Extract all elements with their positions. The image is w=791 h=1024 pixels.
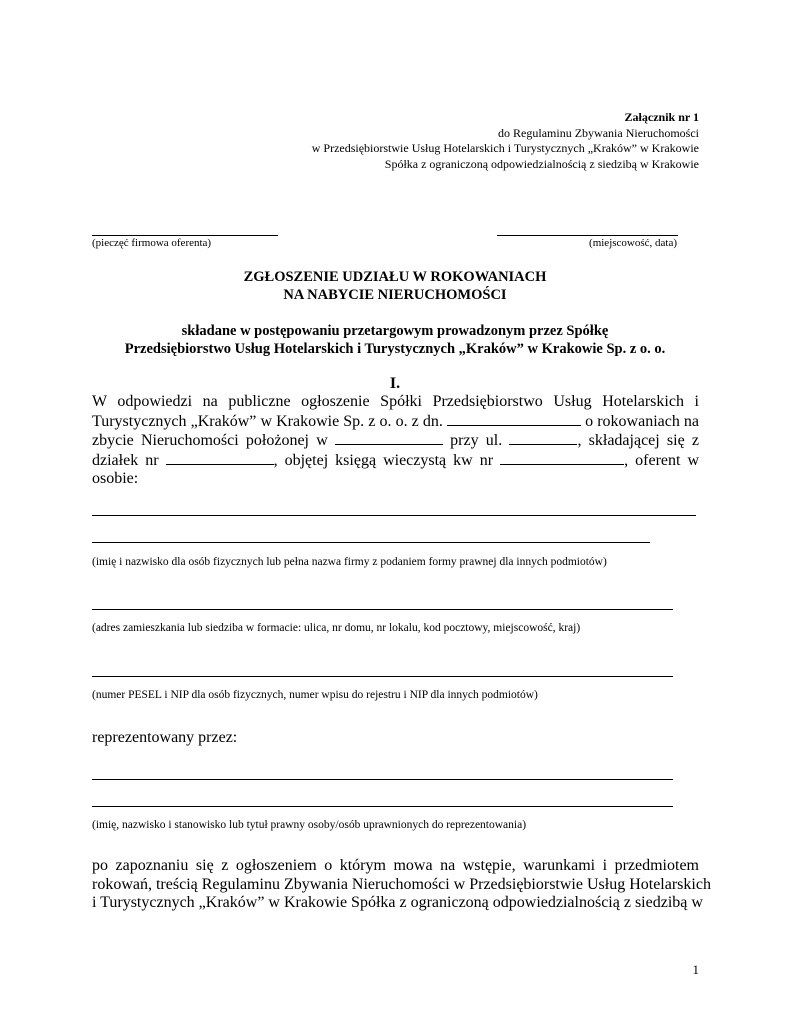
street-field[interactable] xyxy=(509,431,577,445)
annex-number: Załącznik nr 1 xyxy=(624,110,699,124)
property-location-field[interactable] xyxy=(335,431,443,445)
representative-field-2[interactable] xyxy=(92,806,673,807)
represented-by-label: reprezentowany przez: xyxy=(92,729,238,746)
land-register-field[interactable] xyxy=(500,451,624,465)
closing-paragraph xyxy=(92,857,711,913)
plot-numbers-field[interactable] xyxy=(166,451,274,465)
intro-paragraph xyxy=(92,393,699,489)
representative-field-1[interactable] xyxy=(92,779,673,780)
intro-line-3 xyxy=(92,431,699,451)
intro-text: , składającej się z xyxy=(577,432,700,450)
bidder-name-caption: (imię i nazwisko dla osób fizycznych lub pełna nazwa firmy z podaniem formy prawnej dla innych podmiotów) xyxy=(92,556,607,568)
intro-text: , oferent w xyxy=(624,451,700,469)
annex-header xyxy=(312,110,699,172)
address-caption: (adres zamieszkania lub siedziba w formacie: ulica, nr domu, nr lokalu, kod pocztowy, miejscowość, kraj) xyxy=(92,622,581,634)
announcement-date-field[interactable] xyxy=(447,412,581,426)
closing-line-1: po zapoznaniu się z ogłoszeniem o którym mowa na wstępie, warunkami i przedmiotem xyxy=(92,857,699,874)
intro-text: o rokowaniach na xyxy=(585,412,700,430)
annex-line-1: do Regulaminu Zbywania Nieruchomości xyxy=(498,125,699,140)
document-title xyxy=(90,268,700,304)
subtitle-line-1: składane w postępowaniu przetargowym prowadzonym przez Spółkę xyxy=(181,323,609,339)
company-stamp-line[interactable] xyxy=(92,235,278,236)
closing-line-3: i Turystycznych „Kraków” w Krakowie Spółka z ograniczoną odpowiedzialnością z siedzibą w xyxy=(92,894,703,912)
company-stamp-caption: (pieczęć firmowa oferenta) xyxy=(92,237,212,249)
representative-caption: (imię, nazwisko i stanowisko lub tytuł prawny osoby/osób uprawnionych do reprezentowania) xyxy=(92,819,527,831)
intro-line-5: osobie: xyxy=(92,470,139,488)
intro-line-2 xyxy=(92,412,699,432)
annex-line-3: Spółka z ograniczoną odpowiedzialnością z siedzibą w Krakowie xyxy=(384,156,699,171)
intro-text: Turystycznych „Kraków” w Krakowie Sp. z o. o. z dn. xyxy=(92,412,443,430)
intro-text: działek nr xyxy=(92,451,159,469)
subtitle-line-2: Przedsiębiorstwo Usług Hotelarskich i Turystycznych „Kraków” w Krakowie Sp. z o. o. xyxy=(124,341,666,357)
intro-line-4 xyxy=(92,451,699,471)
closing-line-2: rokowań, treścią Regulaminu Zbywania Nieruchomości w Przedsiębiorstwie Usług Hotelarskich xyxy=(92,875,711,893)
bidder-name-field[interactable] xyxy=(92,515,696,516)
place-date-caption: (miejscowość, data) xyxy=(589,237,677,249)
annex-line-2: w Przedsiębiorstwie Usług Hotelarskich i Turystycznych „Kraków” w Krakowie xyxy=(311,141,699,155)
bidder-name-field-2[interactable] xyxy=(92,542,650,543)
section-number: I. xyxy=(389,375,401,392)
place-date-line[interactable] xyxy=(497,235,678,236)
intro-text: zbycie Nieruchomości położonej w xyxy=(92,432,328,450)
intro-line-1: W odpowiedzi na publiczne ogłoszenie Spółki Przedsiębiorstwo Usług Hotelarskich i xyxy=(92,393,699,410)
identification-caption: (numer PESEL i NIP dla osób fizycznych, numer wpisu do rejestru i NIP dla innych podmiotów) xyxy=(92,689,538,701)
page-number: 1 xyxy=(692,962,699,977)
identification-field[interactable] xyxy=(92,676,673,677)
intro-text: , objętej księgą wieczystą kw nr xyxy=(273,451,494,469)
document-subtitle xyxy=(90,322,700,358)
intro-text: przy ul. xyxy=(450,432,503,450)
title-line-2: NA NABYCIE NIERUCHOMOŚCI xyxy=(283,287,507,303)
address-field[interactable] xyxy=(92,609,673,610)
title-line-1: ZGŁOSZENIE UDZIAŁU W ROKOWANIACH xyxy=(243,269,547,285)
